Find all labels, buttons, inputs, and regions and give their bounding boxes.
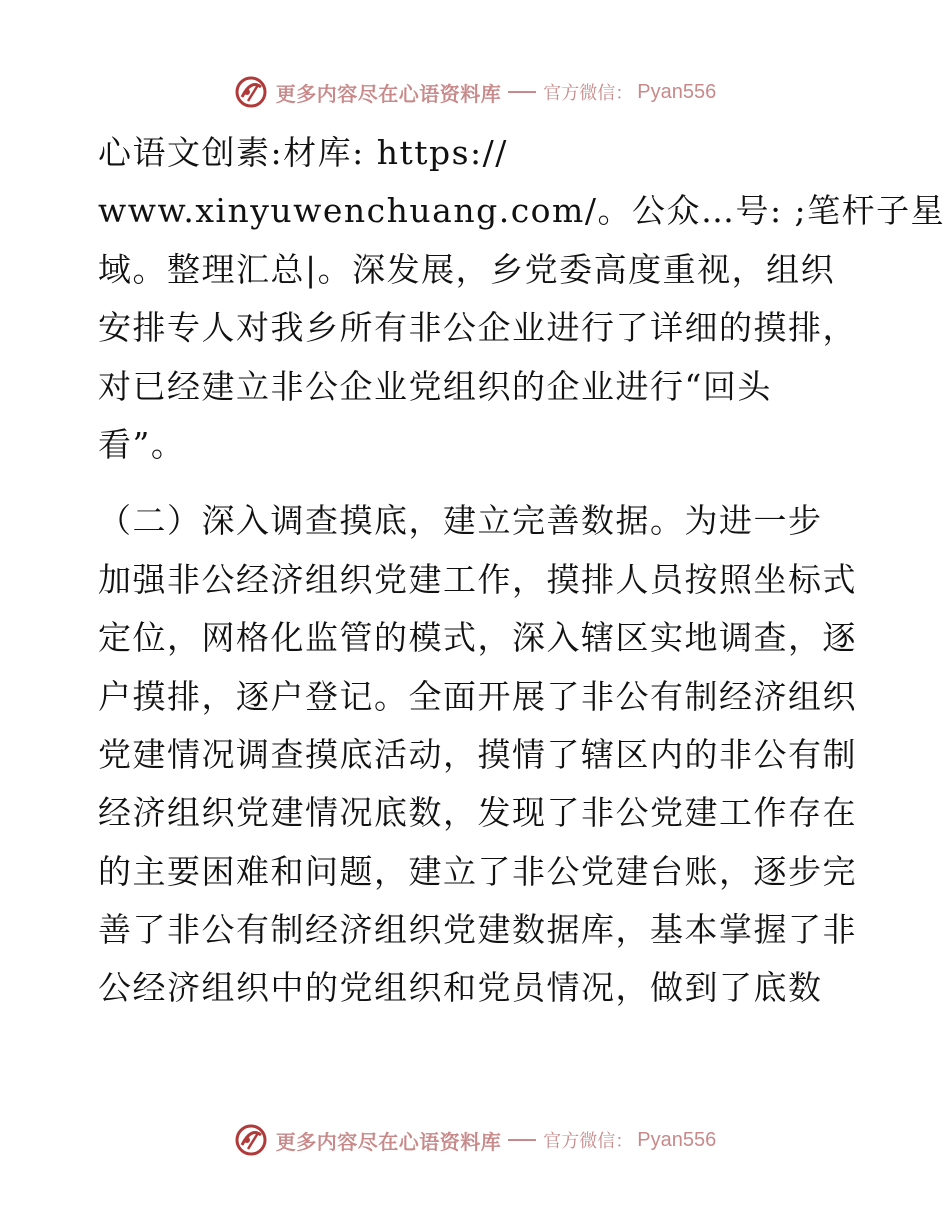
logo-icon bbox=[234, 75, 268, 109]
header-banner bbox=[0, 72, 950, 112]
document-body bbox=[98, 124, 946, 1018]
banner-dash bbox=[508, 91, 536, 93]
text-line: 经济组织党建情况底数，发现了非公党建工作存在 bbox=[98, 793, 857, 833]
text-line: 安排专人对我乡所有非公企业进行了详细的摸排， bbox=[98, 308, 857, 348]
paragraph-gap bbox=[98, 474, 858, 492]
text-line: 党建情况调查摸底活动，摸情了辖区内的非公有制 bbox=[98, 734, 857, 774]
banner-dash bbox=[508, 1139, 536, 1141]
paragraph-2 bbox=[98, 492, 858, 1018]
text-line: 公经济组织中的党组织和党员情况，做到了底数 bbox=[98, 968, 823, 1008]
text-line: 域。整理汇总|。深发展，乡党委高度重视，组织 bbox=[98, 249, 836, 289]
text-line: 的主要困难和问题，建立了非公党建台账，逐步完 bbox=[98, 851, 857, 891]
text-line: （二）深入调查摸底，建立完善数据。为进一步 bbox=[98, 501, 823, 541]
banner-slogan: 更多内容尽在心语资料库 bbox=[275, 1129, 502, 1154]
banner-label: 官方微信： bbox=[543, 83, 634, 104]
text-line: 定位，网格化监管的模式，深入辖区实地调查，逐 bbox=[98, 618, 857, 658]
banner-label: 官方微信： bbox=[543, 1131, 634, 1152]
text-line: www.xinyuwenchuang.com/。公众…号: ;笔杆子星 bbox=[98, 191, 946, 231]
text-line: 心语文创素:材库: https:// bbox=[98, 133, 508, 172]
text-line: 看”。 bbox=[98, 424, 186, 464]
text-line: 善了非公有制经济组织党建数据库，基本掌握了非 bbox=[98, 910, 857, 950]
text-line: 户摸排，逐户登记。全面开展了非公有制经济组织 bbox=[98, 676, 857, 716]
text-line: 加强非公经济组织党建工作，摸排人员按照坐标式 bbox=[98, 559, 857, 599]
banner-wechat-id: Pyan556 bbox=[637, 80, 717, 103]
banner-wechat-id: Pyan556 bbox=[637, 1128, 717, 1151]
logo-icon bbox=[234, 1123, 268, 1157]
text-line: 对已经建立非公企业党组织的企业进行“回头 bbox=[98, 366, 772, 406]
paragraph-1 bbox=[98, 124, 946, 474]
footer-banner bbox=[0, 1120, 950, 1160]
banner-slogan: 更多内容尽在心语资料库 bbox=[275, 81, 502, 106]
